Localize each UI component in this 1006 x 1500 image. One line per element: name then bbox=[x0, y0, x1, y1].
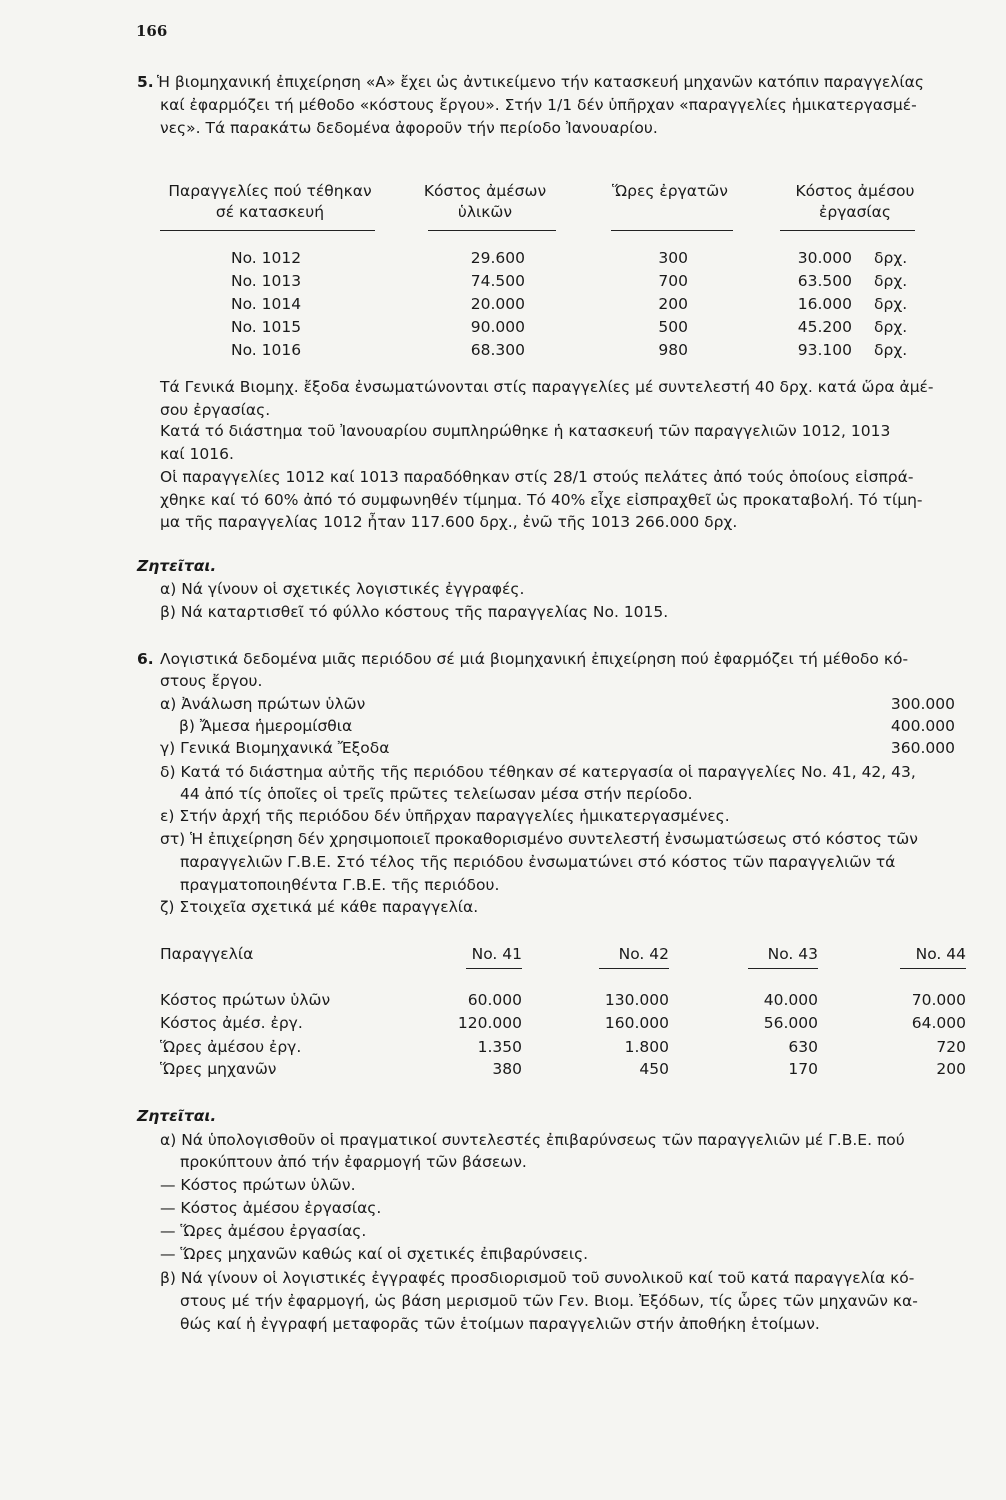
ex5-note-line: καί 1016. bbox=[160, 445, 234, 463]
ex6-point-line: ζ) Στοιχεῖα σχετικά μέ κάθε παραγγελία. bbox=[160, 898, 479, 916]
ex5-header-labor: Κόστος ἀμέσου ἐργασίας bbox=[795, 182, 915, 221]
header-underline bbox=[611, 230, 733, 231]
ex5-note-line: μα τῆς παραγγελίας 1012 ἦταν 117.600 δρχ., ἐνῶ τῆς 1013 266.000 δρχ. bbox=[160, 513, 738, 531]
ex5-note-line: Τά Γενικά Βιομηχ. ἔξοδα ἐνσωματώνονται στίς παραγγελίες μέ συντελεστή 40 δρχ. κατά ὥρα ἀμέ- bbox=[160, 378, 934, 396]
header-underline bbox=[780, 230, 915, 231]
header-underline bbox=[160, 230, 375, 231]
ex6-required-line: προκύπτουν ἀπό τήν ἐφαρμογή τῶν βάσεων. bbox=[180, 1153, 527, 1171]
ex6-point-line: ε) Στήν ἀρχή τῆς περιόδου δέν ὑπῆρχαν παραγγελίες ἡμικατεργασμένες. bbox=[160, 807, 730, 825]
ex6-intro-line: Λογιστικά δεδομένα μιᾶς περιόδου σέ μιά βιομηχανική ἐπιχείρηση πού ἐφαρμόζει τή μέθοδο κό- bbox=[160, 650, 909, 668]
ex6-required-line: — Ὥρες μηχανῶν καθώς καί οἱ σχετικές ἐπιβαρύνσεις. bbox=[160, 1245, 589, 1263]
ex6-point-line: δ) Κατά τό διάστημα αὐτῆς τῆς περιόδου τέθηκαν σέ κατεργασία οἱ παραγγελίες Νο. 41, 42, 43, bbox=[160, 763, 916, 781]
ex6-required-line: θώς καί ἡ ἐγγραφή μεταφορᾶς τῶν ἑτοίμων παραγγελιῶν στήν ἀποθήκη ἑτοίμων. bbox=[180, 1315, 820, 1333]
page-number: 166 bbox=[136, 22, 168, 40]
ex6-required-line: α) Νά ὑπολογισθοῦν οἱ πραγματικοί συντελεστές ἐπιβαρύνσεως τῶν παραγγελιῶν μέ Γ.Β.Ε. πού bbox=[160, 1131, 905, 1149]
ex6-point-line: στ) Ἡ ἐπιχείρηση δέν χρησιμοποιεῖ προκαθορισμένο συντελεστή ἐνσωματώσεως στό κόστος τῶν bbox=[160, 830, 918, 848]
ex6-required-line: — Κόστος ἀμέσου ἐργασίας. bbox=[160, 1199, 382, 1217]
ex5-note-line: σου ἐργασίας. bbox=[160, 401, 271, 419]
ex6-required-line: στους μέ τήν ἐφαρμογή, ὡς βάση μερισμοῦ τῶν Γεν. Βιομ. Ἐξόδων, τίς ὧρες τῶν μηχανῶν κα- bbox=[180, 1292, 918, 1310]
header-underline bbox=[599, 968, 669, 969]
ex6-point-line: 44 ἀπό τίς ὁποῖες οἱ τρεῖς πρῶτες τελείωσαν μέσα στήν περίοδο. bbox=[180, 785, 693, 803]
ex6-point-line: πραγματοποιηθέντα Γ.Β.Ε. τῆς περιόδου. bbox=[180, 876, 500, 894]
exercise-5-number: 5. bbox=[137, 73, 154, 91]
ex6-required-line: β) Νά γίνουν οἱ λογιστικές ἐγγραφές προσδιορισμοῦ τοῦ συνολικοῦ καί τοῦ κατά παραγγελία κό- bbox=[160, 1269, 915, 1287]
exercise-6-number: 6. bbox=[137, 650, 154, 668]
ex5-note-line: Κατά τό διάστημα τοῦ Ἰανουαρίου συμπληρώθηκε ἡ κατασκευή τῶν παραγγελιῶν 1012, 1013 bbox=[160, 422, 891, 440]
ex6-column-header: No. 41 bbox=[471, 945, 522, 963]
header-underline bbox=[428, 230, 556, 231]
ex5-header-hours: Ὥρες ἐργατῶν bbox=[612, 182, 728, 200]
ex6-intro-line: στους ἔργου. bbox=[160, 672, 263, 690]
ex6-required-line: — Κόστος πρώτων ὑλῶν. bbox=[160, 1176, 356, 1194]
ex6-header-label: Παραγγελία bbox=[160, 945, 254, 963]
ex5-intro-line: νες». Τά παρακάτω δεδομένα ἀφοροῦν τήν περίοδο Ἰανουαρίου. bbox=[160, 119, 658, 137]
ex6-point-line: παραγγελιῶν Γ.Β.Ε. Στό τέλος τῆς περιόδου ἐνσωματώνει στό κόστος τῶν παραγγελιῶν τά bbox=[180, 853, 896, 871]
ex5-intro-line: Ἡ βιομηχανική ἐπιχείρηση «Α» ἔχει ὡς ἀντικείμενο τήν κατασκευή μηχανῶν κατόπιν παραγγελίας bbox=[157, 73, 924, 91]
ex5-required-item: α) Νά γίνουν οἱ σχετικές λογιστικές ἐγγραφές. bbox=[160, 580, 525, 598]
ex5-note-line: Οἱ παραγγελίες 1012 καί 1013 παραδόθηκαν στίς 28/1 στούς πελάτες ἀπό τούς ὁποίους εἰσπρά- bbox=[160, 468, 914, 486]
ex5-header-orders: Παραγγελίες πού τέθηκαν σέ κατασκευή bbox=[168, 182, 372, 221]
ex6-column-header: No. 42 bbox=[618, 945, 669, 963]
ex6-column-header: No. 43 bbox=[767, 945, 818, 963]
ex5-intro-line: καί ἐφαρμόζει τή μέθοδο «κόστους ἔργου». Στήν 1/1 δέν ὑπῆρχαν «παραγγελίες ἡμικατεργασμέ- bbox=[160, 96, 917, 114]
ex5-required-label: Ζητεῖται. bbox=[137, 557, 217, 575]
header-underline bbox=[466, 968, 522, 969]
ex5-required-item: β) Νά καταρτισθεῖ τό φύλλο κόστους τῆς παραγγελίας Νο. 1015. bbox=[160, 603, 669, 621]
ex5-header-materials: Κόστος ἀμέσων ὑλικῶν bbox=[423, 182, 547, 221]
ex6-column-header: No. 44 bbox=[915, 945, 966, 963]
header-underline bbox=[900, 968, 966, 969]
ex6-required-label: Ζητεῖται. bbox=[137, 1107, 217, 1125]
ex6-required-line: — Ὥρες ἀμέσου ἐργασίας. bbox=[160, 1222, 367, 1240]
header-underline bbox=[748, 968, 818, 969]
ex5-note-line: χθηκε καί τό 60% ἀπό τό συμφωνηθέν τίμημα. Τό 40% εἶχε εἰσπραχθεῖ ὡς προκαταβολή. Τό τίμη- bbox=[160, 491, 923, 509]
